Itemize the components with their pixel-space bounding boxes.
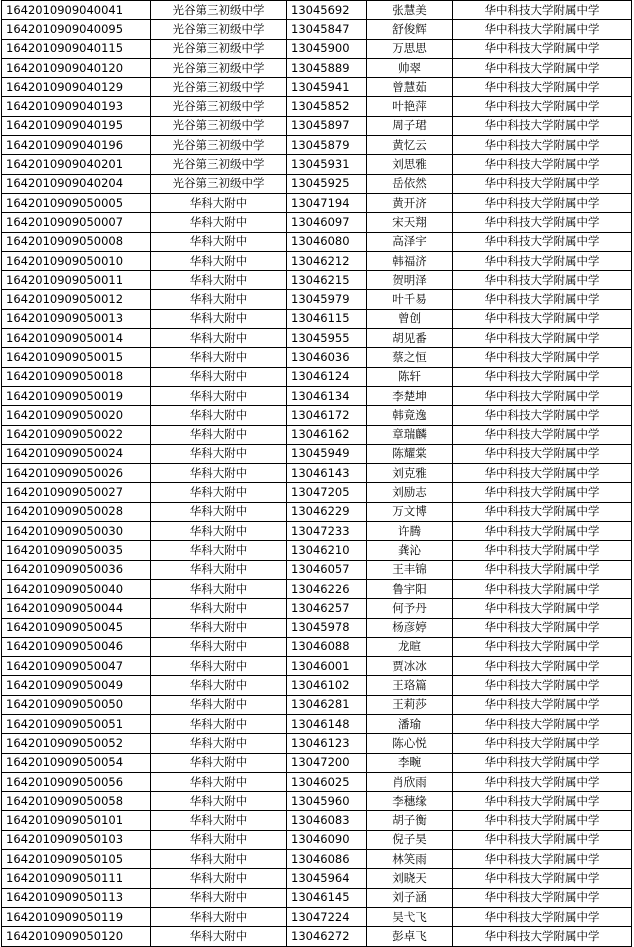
student-name-cell: 曾慧茹 (367, 78, 453, 97)
school-cell: 光谷第三初级中学 (151, 155, 287, 174)
table-row (2, 792, 632, 811)
exam-number-cell: 13045931 (287, 155, 367, 174)
admitted-school-cell: 华中科技大学附属中学 (453, 657, 632, 676)
school-cell: 华科大附中 (151, 637, 287, 656)
school-cell: 光谷第三初级中学 (151, 78, 287, 97)
table-row (2, 464, 632, 483)
table-row (2, 290, 632, 309)
exam-number-cell: 13046090 (287, 830, 367, 849)
admitted-school-cell: 华中科技大学附属中学 (453, 193, 632, 212)
admitted-school-cell: 华中科技大学附属中学 (453, 309, 632, 328)
exam-number-cell: 13046134 (287, 386, 367, 405)
school-cell: 华科大附中 (151, 541, 287, 560)
student-id-cell: 1642010909050040 (2, 579, 151, 598)
student-name-cell: 王莉莎 (367, 695, 453, 714)
school-cell: 华科大附中 (151, 657, 287, 676)
school-cell: 华科大附中 (151, 193, 287, 212)
school-cell: 华科大附中 (151, 213, 287, 232)
student-name-cell: 叶艳萍 (367, 97, 453, 116)
student-id-cell: 1642010909050012 (2, 290, 151, 309)
admission-table (1, 0, 632, 947)
exam-number-cell: 13046036 (287, 348, 367, 367)
student-id-cell: 1642010909050101 (2, 811, 151, 830)
table-row (2, 637, 632, 656)
student-id-cell: 1642010909050015 (2, 348, 151, 367)
student-id-cell: 1642010909050056 (2, 772, 151, 791)
admitted-school-cell: 华中科技大学附属中学 (453, 714, 632, 733)
student-name-cell: 李穗缘 (367, 792, 453, 811)
school-cell: 华科大附中 (151, 232, 287, 251)
student-id-cell: 1642010909040196 (2, 136, 151, 155)
admitted-school-cell: 华中科技大学附属中学 (453, 39, 632, 58)
student-id-cell: 1642010909050019 (2, 386, 151, 405)
school-cell: 光谷第三初级中学 (151, 58, 287, 77)
exam-number-cell: 13046143 (287, 464, 367, 483)
exam-number-cell: 13046272 (287, 927, 367, 946)
table-row (2, 271, 632, 290)
exam-number-cell: 13045847 (287, 20, 367, 39)
school-cell: 光谷第三初级中学 (151, 136, 287, 155)
school-cell: 华科大附中 (151, 309, 287, 328)
student-name-cell: 章瑞麟 (367, 425, 453, 444)
table-row (2, 97, 632, 116)
exam-number-cell: 13046172 (287, 406, 367, 425)
student-name-cell: 陈轩 (367, 367, 453, 386)
table-row (2, 58, 632, 77)
admitted-school-cell: 华中科技大学附属中学 (453, 271, 632, 290)
school-cell: 华科大附中 (151, 386, 287, 405)
student-id-cell: 1642010909050026 (2, 464, 151, 483)
admitted-school-cell: 华中科技大学附属中学 (453, 772, 632, 791)
exam-number-cell: 13046115 (287, 309, 367, 328)
school-cell: 光谷第三初级中学 (151, 116, 287, 135)
admitted-school-cell: 华中科技大学附属中学 (453, 290, 632, 309)
table-row (2, 329, 632, 348)
student-id-cell: 1642010909050120 (2, 927, 151, 946)
school-cell: 光谷第三初级中学 (151, 39, 287, 58)
admitted-school-cell: 华中科技大学附属中学 (453, 213, 632, 232)
student-id-cell: 1642010909050027 (2, 483, 151, 502)
table-row (2, 193, 632, 212)
exam-number-cell: 13046210 (287, 541, 367, 560)
student-name-cell: 蔡之恒 (367, 348, 453, 367)
student-name-cell: 万文博 (367, 502, 453, 521)
school-cell: 光谷第三初级中学 (151, 174, 287, 193)
admitted-school-cell: 华中科技大学附属中学 (453, 753, 632, 772)
exam-number-cell: 13046124 (287, 367, 367, 386)
table-row (2, 541, 632, 560)
student-name-cell: 何予丹 (367, 599, 453, 618)
admitted-school-cell: 华中科技大学附属中学 (453, 522, 632, 541)
table-row (2, 1, 632, 20)
admitted-school-cell: 华中科技大学附属中学 (453, 792, 632, 811)
student-id-cell: 1642010909050010 (2, 251, 151, 270)
admitted-school-cell: 华中科技大学附属中学 (453, 386, 632, 405)
school-cell: 华科大附中 (151, 830, 287, 849)
admitted-school-cell: 华中科技大学附属中学 (453, 367, 632, 386)
table-row (2, 676, 632, 695)
exam-number-cell: 13046162 (287, 425, 367, 444)
student-id-cell: 1642010909050046 (2, 637, 151, 656)
school-cell: 华科大附中 (151, 772, 287, 791)
school-cell: 华科大附中 (151, 850, 287, 869)
school-cell: 华科大附中 (151, 502, 287, 521)
admitted-school-cell: 华中科技大学附属中学 (453, 599, 632, 618)
admitted-school-cell: 华中科技大学附属中学 (453, 425, 632, 444)
student-name-cell: 黄忆云 (367, 136, 453, 155)
table-row (2, 39, 632, 58)
student-id-cell: 1642010909040201 (2, 155, 151, 174)
student-id-cell: 1642010909050105 (2, 850, 151, 869)
student-name-cell: 张慧美 (367, 1, 453, 20)
table-row (2, 251, 632, 270)
admitted-school-cell: 华中科技大学附属中学 (453, 58, 632, 77)
exam-number-cell: 13045978 (287, 618, 367, 637)
school-cell: 华科大附中 (151, 676, 287, 695)
student-id-cell: 1642010909040115 (2, 39, 151, 58)
table-row (2, 560, 632, 579)
school-cell: 华科大附中 (151, 290, 287, 309)
table-row (2, 869, 632, 888)
table-row (2, 78, 632, 97)
table-row (2, 907, 632, 926)
admitted-school-cell: 华中科技大学附属中学 (453, 348, 632, 367)
table-row (2, 425, 632, 444)
student-name-cell: 帅翠 (367, 58, 453, 77)
table-row (2, 695, 632, 714)
school-cell: 华科大附中 (151, 792, 287, 811)
exam-number-cell: 13045692 (287, 1, 367, 20)
table-row (2, 348, 632, 367)
school-cell: 华科大附中 (151, 907, 287, 926)
table-row (2, 406, 632, 425)
admitted-school-cell: 华中科技大学附属中学 (453, 579, 632, 598)
school-cell: 华科大附中 (151, 348, 287, 367)
exam-number-cell: 13047194 (287, 193, 367, 212)
student-id-cell: 1642010909050049 (2, 676, 151, 695)
school-cell: 华科大附中 (151, 251, 287, 270)
student-name-cell: 王珞篇 (367, 676, 453, 695)
school-cell: 华科大附中 (151, 618, 287, 637)
school-cell: 华科大附中 (151, 888, 287, 907)
admitted-school-cell: 华中科技大学附属中学 (453, 888, 632, 907)
admitted-school-cell: 华中科技大学附属中学 (453, 1, 632, 20)
student-name-cell: 高泽宇 (367, 232, 453, 251)
admitted-school-cell: 华中科技大学附属中学 (453, 174, 632, 193)
student-id-cell: 1642010909050005 (2, 193, 151, 212)
student-id-cell: 1642010909050007 (2, 213, 151, 232)
student-id-cell: 1642010909050008 (2, 232, 151, 251)
exam-number-cell: 13045964 (287, 869, 367, 888)
admitted-school-cell: 华中科技大学附属中学 (453, 695, 632, 714)
exam-number-cell: 13045889 (287, 58, 367, 77)
student-id-cell: 1642010909050054 (2, 753, 151, 772)
admitted-school-cell: 华中科技大学附属中学 (453, 444, 632, 463)
student-name-cell: 李畹 (367, 753, 453, 772)
admitted-school-cell: 华中科技大学附属中学 (453, 78, 632, 97)
student-name-cell: 陈心悦 (367, 734, 453, 753)
student-id-cell: 1642010909040193 (2, 97, 151, 116)
student-id-cell: 1642010909050011 (2, 271, 151, 290)
admitted-school-cell: 华中科技大学附属中学 (453, 618, 632, 637)
table-row (2, 155, 632, 174)
student-name-cell: 岳依然 (367, 174, 453, 193)
student-name-cell: 杨彦婷 (367, 618, 453, 637)
school-cell: 华科大附中 (151, 714, 287, 733)
school-cell: 光谷第三初级中学 (151, 97, 287, 116)
school-cell: 华科大附中 (151, 522, 287, 541)
table-row (2, 386, 632, 405)
student-id-cell: 1642010909040195 (2, 116, 151, 135)
table-row (2, 811, 632, 830)
admitted-school-cell: 华中科技大学附属中学 (453, 637, 632, 656)
student-id-cell: 1642010909050050 (2, 695, 151, 714)
exam-number-cell: 13046001 (287, 657, 367, 676)
table-row (2, 502, 632, 521)
admitted-school-cell: 华中科技大学附属中学 (453, 483, 632, 502)
school-cell: 华科大附中 (151, 753, 287, 772)
student-id-cell: 1642010909050013 (2, 309, 151, 328)
student-name-cell: 周子珺 (367, 116, 453, 135)
exam-number-cell: 13046145 (287, 888, 367, 907)
student-id-cell: 1642010909040129 (2, 78, 151, 97)
student-id-cell: 1642010909050044 (2, 599, 151, 618)
table-row (2, 657, 632, 676)
table-row (2, 136, 632, 155)
table-row (2, 309, 632, 328)
student-id-cell: 1642010909050103 (2, 830, 151, 849)
admitted-school-cell: 华中科技大学附属中学 (453, 541, 632, 560)
table-row (2, 579, 632, 598)
exam-number-cell: 13045949 (287, 444, 367, 463)
exam-number-cell: 13047224 (287, 907, 367, 926)
exam-number-cell: 13046086 (287, 850, 367, 869)
table-row (2, 850, 632, 869)
student-name-cell: 舒俊辉 (367, 20, 453, 39)
exam-number-cell: 13045897 (287, 116, 367, 135)
exam-number-cell: 13045925 (287, 174, 367, 193)
admitted-school-cell: 华中科技大学附属中学 (453, 20, 632, 39)
school-cell: 光谷第三初级中学 (151, 20, 287, 39)
table-row (2, 367, 632, 386)
exam-number-cell: 13046226 (287, 579, 367, 598)
student-name-cell: 胡子衡 (367, 811, 453, 830)
student-id-cell: 1642010909040041 (2, 1, 151, 20)
table-body (2, 1, 632, 947)
student-id-cell: 1642010909050119 (2, 907, 151, 926)
exam-number-cell: 13045941 (287, 78, 367, 97)
school-cell: 华科大附中 (151, 811, 287, 830)
student-id-cell: 1642010909050022 (2, 425, 151, 444)
student-id-cell: 1642010909050020 (2, 406, 151, 425)
school-cell: 华科大附中 (151, 425, 287, 444)
table-row (2, 888, 632, 907)
admitted-school-cell: 华中科技大学附属中学 (453, 907, 632, 926)
student-id-cell: 1642010909050051 (2, 714, 151, 733)
school-cell: 华科大附中 (151, 927, 287, 946)
table-row (2, 232, 632, 251)
table-row (2, 116, 632, 135)
exam-number-cell: 13045979 (287, 290, 367, 309)
admitted-school-cell: 华中科技大学附属中学 (453, 251, 632, 270)
exam-number-cell: 13045900 (287, 39, 367, 58)
student-id-cell: 1642010909050035 (2, 541, 151, 560)
table-row (2, 213, 632, 232)
admitted-school-cell: 华中科技大学附属中学 (453, 502, 632, 521)
exam-number-cell: 13046080 (287, 232, 367, 251)
student-name-cell: 贾冰冰 (367, 657, 453, 676)
admitted-school-cell: 华中科技大学附属中学 (453, 830, 632, 849)
student-name-cell: 林笑雨 (367, 850, 453, 869)
student-name-cell: 陈耀棠 (367, 444, 453, 463)
student-name-cell: 刘晓天 (367, 869, 453, 888)
student-id-cell: 1642010909050014 (2, 329, 151, 348)
table-row (2, 522, 632, 541)
exam-number-cell: 13046281 (287, 695, 367, 714)
student-id-cell: 1642010909050111 (2, 869, 151, 888)
school-cell: 华科大附中 (151, 869, 287, 888)
exam-number-cell: 13046057 (287, 560, 367, 579)
school-cell: 华科大附中 (151, 579, 287, 598)
table-row (2, 483, 632, 502)
exam-number-cell: 13047200 (287, 753, 367, 772)
exam-number-cell: 13047205 (287, 483, 367, 502)
table-row (2, 714, 632, 733)
admitted-school-cell: 华中科技大学附属中学 (453, 811, 632, 830)
student-id-cell: 1642010909040120 (2, 58, 151, 77)
student-name-cell: 万思思 (367, 39, 453, 58)
student-name-cell: 肖欣雨 (367, 772, 453, 791)
student-id-cell: 1642010909050045 (2, 618, 151, 637)
student-id-cell: 1642010909050018 (2, 367, 151, 386)
exam-number-cell: 13046148 (287, 714, 367, 733)
admitted-school-cell: 华中科技大学附属中学 (453, 116, 632, 135)
school-cell: 光谷第三初级中学 (151, 1, 287, 20)
table-row (2, 753, 632, 772)
school-cell: 华科大附中 (151, 406, 287, 425)
admitted-school-cell: 华中科技大学附属中学 (453, 136, 632, 155)
exam-number-cell: 13045955 (287, 329, 367, 348)
exam-number-cell: 13046088 (287, 637, 367, 656)
admitted-school-cell: 华中科技大学附属中学 (453, 560, 632, 579)
admitted-school-cell: 华中科技大学附属中学 (453, 927, 632, 946)
student-id-cell: 1642010909050052 (2, 734, 151, 753)
admitted-school-cell: 华中科技大学附属中学 (453, 869, 632, 888)
student-id-cell: 1642010909050030 (2, 522, 151, 541)
student-id-cell: 1642010909050036 (2, 560, 151, 579)
exam-number-cell: 13047233 (287, 522, 367, 541)
exam-number-cell: 13045879 (287, 136, 367, 155)
table-row (2, 830, 632, 849)
table-row (2, 734, 632, 753)
exam-number-cell: 13046257 (287, 599, 367, 618)
school-cell: 华科大附中 (151, 560, 287, 579)
student-name-cell: 黄开济 (367, 193, 453, 212)
exam-number-cell: 13046215 (287, 271, 367, 290)
exam-number-cell: 13046123 (287, 734, 367, 753)
admitted-school-cell: 华中科技大学附属中学 (453, 97, 632, 116)
exam-number-cell: 13046025 (287, 772, 367, 791)
student-name-cell: 吴弋飞 (367, 907, 453, 926)
student-name-cell: 刘子涵 (367, 888, 453, 907)
student-name-cell: 贺明泽 (367, 271, 453, 290)
student-id-cell: 1642010909050058 (2, 792, 151, 811)
school-cell: 华科大附中 (151, 464, 287, 483)
school-cell: 华科大附中 (151, 695, 287, 714)
admitted-school-cell: 华中科技大学附属中学 (453, 329, 632, 348)
student-name-cell: 刘克雅 (367, 464, 453, 483)
student-id-cell: 1642010909040095 (2, 20, 151, 39)
student-name-cell: 彭卓飞 (367, 927, 453, 946)
student-name-cell: 王丰锦 (367, 560, 453, 579)
exam-number-cell: 13045852 (287, 97, 367, 116)
school-cell: 华科大附中 (151, 271, 287, 290)
table-row (2, 20, 632, 39)
admitted-school-cell: 华中科技大学附属中学 (453, 406, 632, 425)
exam-number-cell: 13046083 (287, 811, 367, 830)
admitted-school-cell: 华中科技大学附属中学 (453, 232, 632, 251)
admitted-school-cell: 华中科技大学附属中学 (453, 464, 632, 483)
student-name-cell: 韩竟逸 (367, 406, 453, 425)
exam-number-cell: 13046212 (287, 251, 367, 270)
exam-number-cell: 13046102 (287, 676, 367, 695)
student-id-cell: 1642010909050113 (2, 888, 151, 907)
student-name-cell: 鲁宇阳 (367, 579, 453, 598)
school-cell: 华科大附中 (151, 444, 287, 463)
student-id-cell: 1642010909050024 (2, 444, 151, 463)
school-cell: 华科大附中 (151, 367, 287, 386)
exam-number-cell: 13045960 (287, 792, 367, 811)
table-row (2, 618, 632, 637)
student-name-cell: 潘瑜 (367, 714, 453, 733)
student-name-cell: 李楚坤 (367, 386, 453, 405)
student-name-cell: 龚沁 (367, 541, 453, 560)
student-name-cell: 刘思雅 (367, 155, 453, 174)
admitted-school-cell: 华中科技大学附属中学 (453, 155, 632, 174)
exam-number-cell: 13046229 (287, 502, 367, 521)
student-name-cell: 刘励志 (367, 483, 453, 502)
student-name-cell: 叶千易 (367, 290, 453, 309)
school-cell: 华科大附中 (151, 734, 287, 753)
table-row (2, 772, 632, 791)
school-cell: 华科大附中 (151, 483, 287, 502)
student-name-cell: 宋天翔 (367, 213, 453, 232)
student-name-cell: 许腾 (367, 522, 453, 541)
admitted-school-cell: 华中科技大学附属中学 (453, 676, 632, 695)
student-id-cell: 1642010909050047 (2, 657, 151, 676)
table-row (2, 174, 632, 193)
student-name-cell: 倪子昊 (367, 830, 453, 849)
admitted-school-cell: 华中科技大学附属中学 (453, 850, 632, 869)
student-id-cell: 1642010909040204 (2, 174, 151, 193)
student-name-cell: 胡见番 (367, 329, 453, 348)
table-row (2, 927, 632, 946)
table-row (2, 444, 632, 463)
student-name-cell: 韩福济 (367, 251, 453, 270)
student-name-cell: 龙暄 (367, 637, 453, 656)
school-cell: 华科大附中 (151, 599, 287, 618)
exam-number-cell: 13046097 (287, 213, 367, 232)
school-cell: 华科大附中 (151, 329, 287, 348)
student-name-cell: 曾创 (367, 309, 453, 328)
table-row (2, 599, 632, 618)
student-id-cell: 1642010909050028 (2, 502, 151, 521)
admitted-school-cell: 华中科技大学附属中学 (453, 734, 632, 753)
